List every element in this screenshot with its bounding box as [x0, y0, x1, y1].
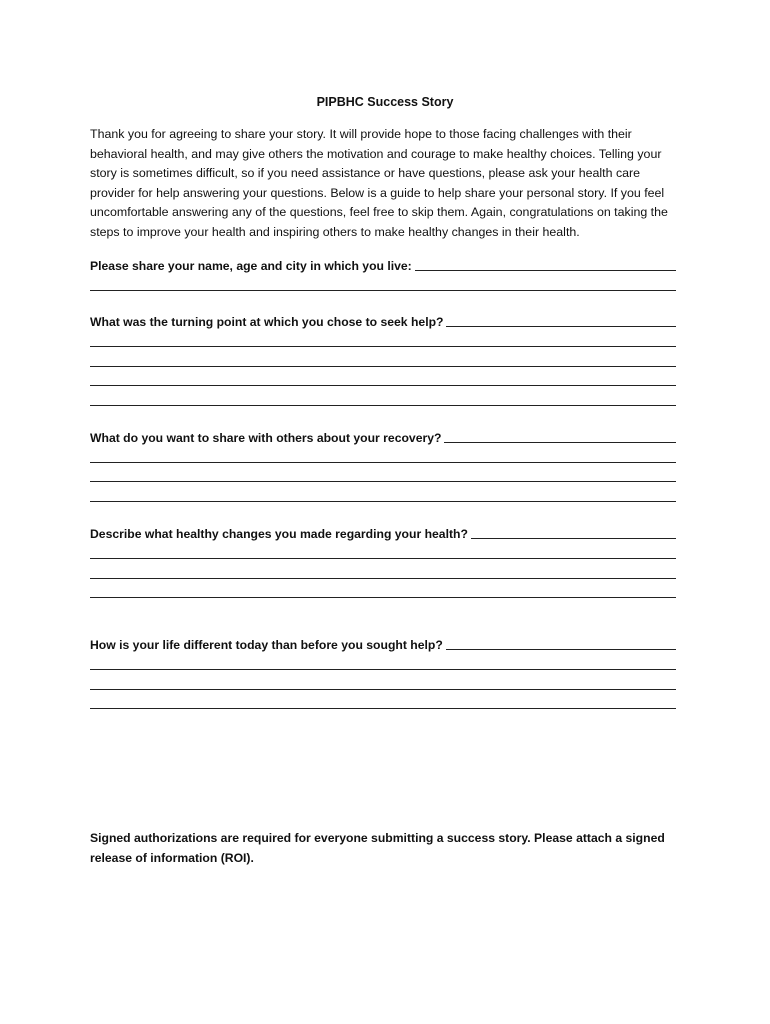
question-life-different [90, 635, 676, 653]
answer-line[interactable] [90, 558, 676, 559]
answer-line[interactable] [90, 481, 676, 482]
answer-line[interactable] [90, 405, 676, 406]
answer-blank[interactable] [471, 538, 676, 539]
question-turning-point [90, 312, 676, 330]
question-label: Please share your name, age and city in which you live: [90, 259, 412, 273]
authorization-note: Signed authorizations are required for everyone submitting a success story. Please attach a signed release of information (ROI). [90, 831, 665, 865]
question-label: What was the turning point at which you chose to seek help? [90, 315, 444, 329]
answer-line[interactable] [90, 689, 676, 690]
answer-line[interactable] [90, 366, 676, 367]
answer-line[interactable] [90, 462, 676, 463]
answer-line[interactable] [90, 501, 676, 502]
question-share-recovery [90, 428, 676, 446]
answer-blank[interactable] [415, 270, 676, 271]
answer-line[interactable] [90, 597, 676, 598]
question-label: Describe what healthy changes you made regarding your health? [90, 527, 468, 541]
question-label: What do you want to share with others about your recovery? [90, 431, 442, 445]
answer-line[interactable] [90, 346, 676, 347]
answer-line[interactable] [90, 669, 676, 670]
answer-line[interactable] [90, 578, 676, 579]
answer-line[interactable] [90, 290, 676, 291]
answer-blank[interactable] [444, 442, 676, 443]
intro-paragraph: Thank you for agreeing to share your story. It will provide hope to those facing challenges with their behavioral health, and may give others the motivation and courage to make healthy choices. Telling your story is sometimes difficult, so if you need assistance or have questions, please ask your health care provider for help answering your questions. Below is a guide to help share your personal story. If you feel uncomfortable answering any of the questions, feel free to skip them. Again, congratulations on taking the steps to improve your health and inspiring others to make healthy changes in their health. [90, 127, 668, 239]
answer-blank[interactable] [446, 649, 676, 650]
answer-line[interactable] [90, 385, 676, 386]
page-title: PIPBHC Success Story [316, 95, 454, 109]
answer-line[interactable] [90, 708, 676, 709]
question-healthy-changes [90, 524, 676, 542]
question-name-age-city [90, 256, 676, 274]
question-label: How is your life different today than before you sought help? [90, 638, 443, 652]
answer-blank[interactable] [446, 326, 676, 327]
